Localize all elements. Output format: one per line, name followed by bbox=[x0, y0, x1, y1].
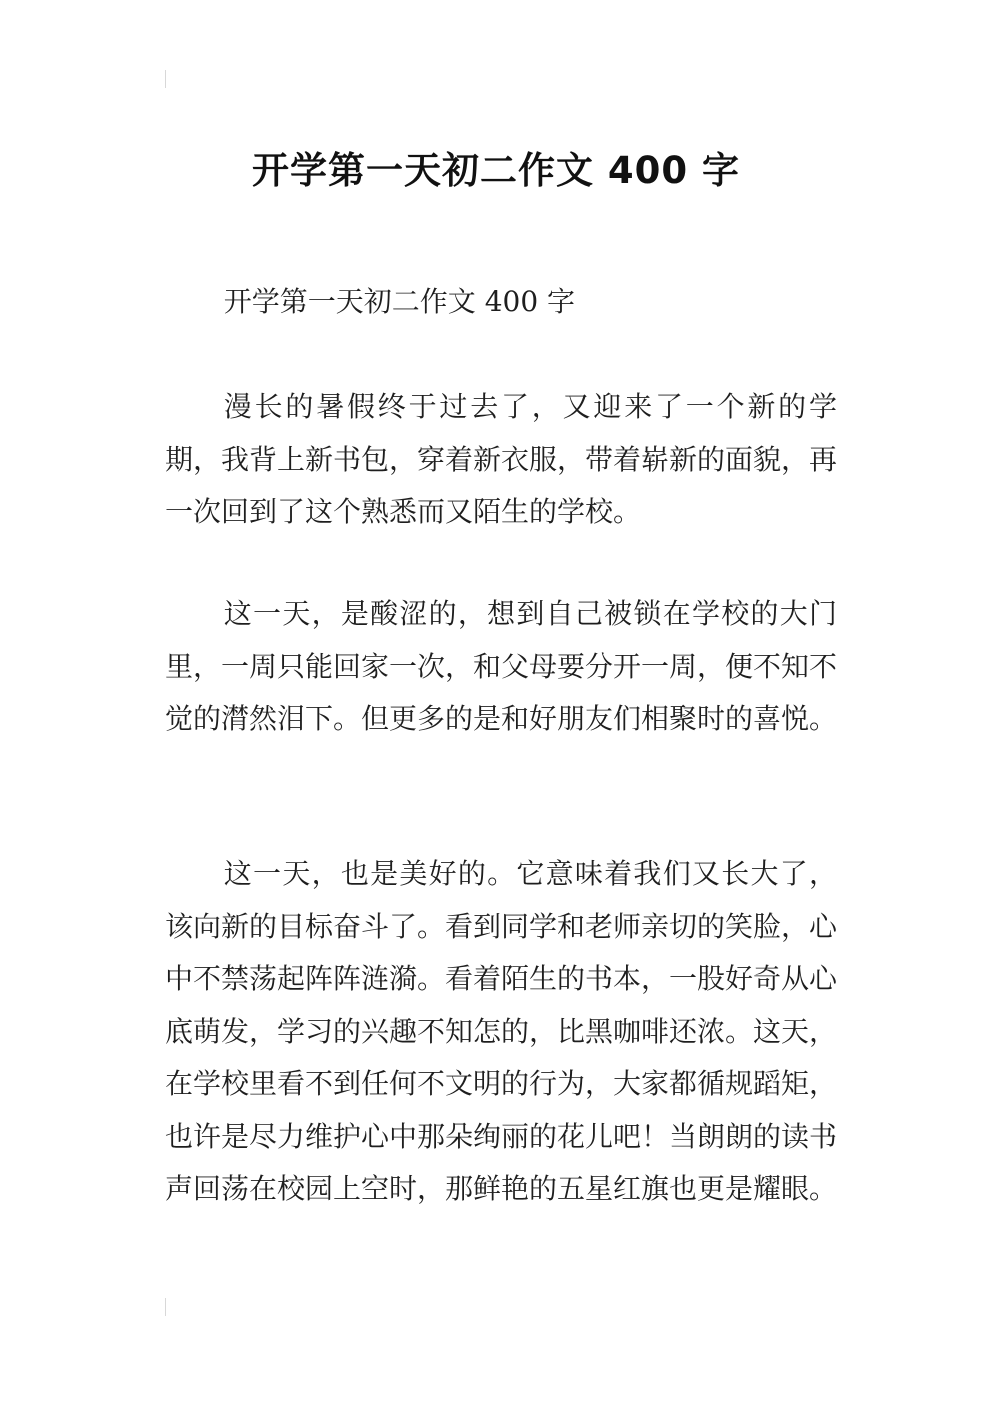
paragraph-1 bbox=[165, 381, 837, 539]
paragraph-2 bbox=[165, 588, 837, 746]
paragraph-text: 这一天，也是美好的。它意味着我们又长大了，该向新的目标奋斗了。看到同学和老师亲切的笑脸，心中不禁荡起阵阵涟漪。看着陌生的书本，一股好奇从心底萌发，学习的兴趣不知怎的，比黑咖啡还浓。这天，在学校里看不到任何不文明的行为，大家都循规蹈矩，也许是尽力维护心中那朵绚丽的花儿吧！当朗朗的读书声回荡在校园上空时，那鲜艳的五星红旗也更是耀眼。 bbox=[165, 857, 838, 1205]
paragraph-text: 这一天，是酸涩的，想到自己被锁在学校的大门里，一周只能回家一次，和父母要分开一周，便不知不觉的潸然泪下。但更多的是和好朋友们相聚时的喜悦。 bbox=[165, 597, 838, 735]
page-margin-mark-bottom bbox=[165, 1298, 166, 1316]
paragraph-3 bbox=[165, 848, 837, 1216]
page-margin-mark-top bbox=[165, 70, 166, 88]
document-subtitle bbox=[165, 276, 837, 329]
document-title: 开学第一天初二作文 400 字 bbox=[252, 148, 740, 192]
subtitle-text: 开学第一天初二作文 400 字 bbox=[223, 285, 576, 318]
paragraph-text: 漫长的暑假终于过去了，又迎来了一个新的学期，我背上新书包，穿着新衣服，带着崭新的面貌，再一次回到了这个熟悉而又陌生的学校。 bbox=[165, 390, 838, 528]
